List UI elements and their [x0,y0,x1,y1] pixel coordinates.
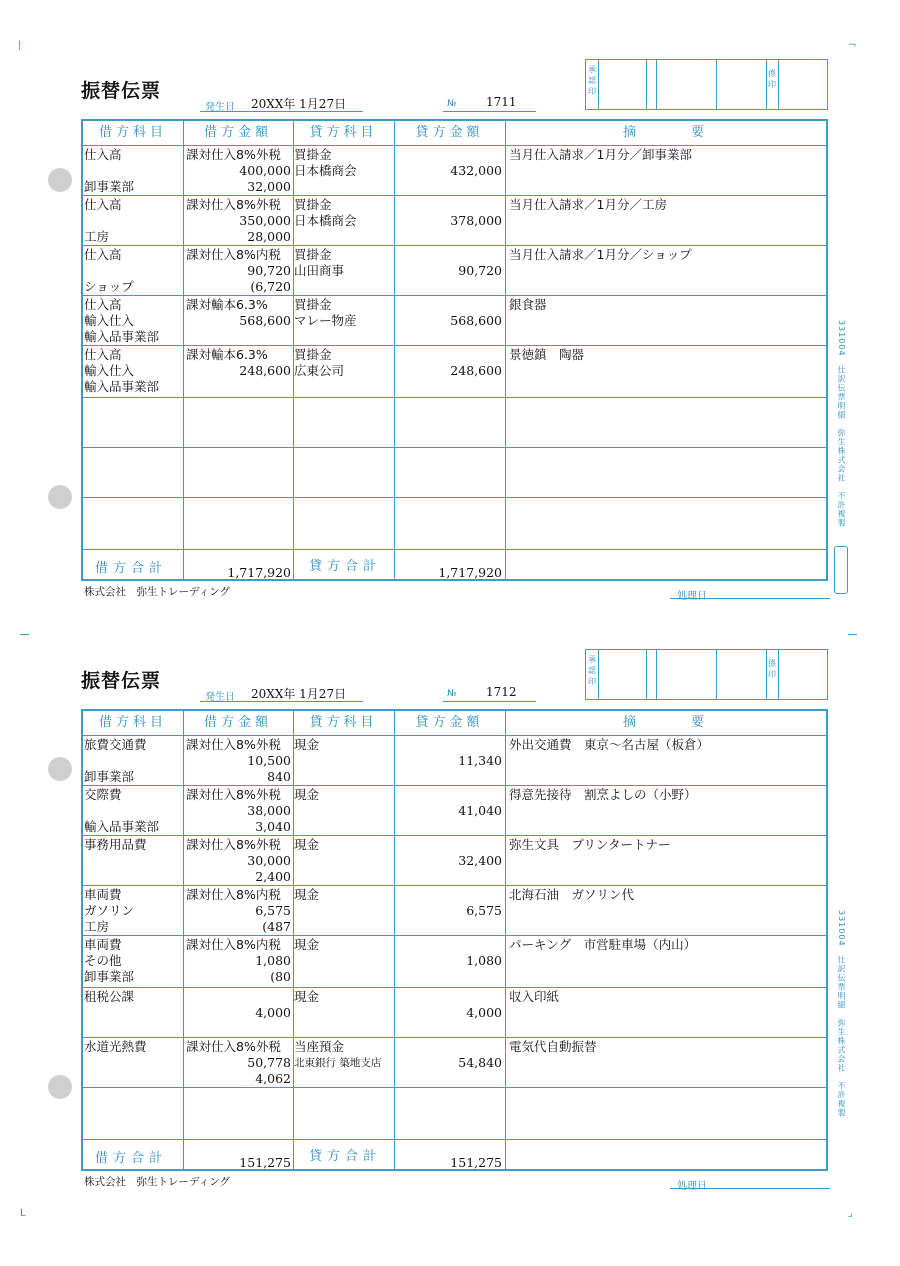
header-debit-account: 借方科目 [98,715,167,730]
voucher-title: 振替伝票 [81,670,162,692]
debit-amount: 4,000 [255,1005,291,1020]
credit-total-label: 貸方合計 [309,1149,382,1164]
journal-table [81,119,828,581]
debit-total-label: 借方合計 [95,561,168,576]
credit-account: 買掛金 [294,247,332,262]
corner-mark: ¬ [848,40,857,51]
date-underline [200,111,363,112]
side-product-text: 331004 仕訳伝票明細 弥生株式会社 不許複製 [837,320,846,528]
number-label: № [447,689,457,699]
journal-table [81,709,828,1171]
header-memo: 摘 要 [622,715,708,730]
debit-subaccount: 輸入仕入 [84,363,135,378]
header-credit-amount: 貸方金額 [415,715,484,730]
header-memo: 摘 要 [622,125,708,140]
debit-subaccount: ガソリン [84,903,135,918]
punch-hole [48,168,72,192]
debit-tax: (487 [262,919,291,934]
debit-total: 1,717,920 [227,565,291,580]
debit-amount: 38,000 [247,803,291,818]
debit-amount: 10,500 [247,753,291,768]
debit-account: 水道光熱費 [84,1039,147,1054]
credit-amount: 11,340 [458,753,502,768]
date-underline [200,701,363,702]
voucher-number: 1712 [486,685,517,699]
debit-tax: 2,400 [255,869,291,884]
approval-divider [778,60,779,109]
debit-tax-class: 課対仕入8%外税 [186,147,281,162]
memo: 外出交通費 東京～名古屋（板倉） [509,737,710,752]
credit-account: 現金 [294,837,320,852]
approval-divider [716,650,717,699]
debit-tax-class: 課対仕入8%内税 [186,937,281,952]
approval-divider [598,650,599,699]
debit-tax: 3,040 [255,819,291,834]
memo: 電気代自動振替 [509,1039,597,1054]
memo: 銀食器 [509,297,547,312]
staff-label: 係印 [768,69,776,89]
processed-date-underline [670,598,830,599]
processed-date-label: 処理日 [677,591,707,602]
approval-divider [656,650,657,699]
credit-subaccount: 北東銀行 築地支店 [294,1057,382,1069]
memo: 収入印紙 [509,989,560,1004]
debit-tax-class: 課対仕入8%内税 [186,247,281,262]
debit-amount: 350,000 [239,213,291,228]
debit-amount: 568,600 [239,313,291,328]
header-debit-amount: 借方金額 [203,715,272,730]
date-label: 発生日 [205,102,235,113]
cut-mark [848,634,857,635]
credit-total: 1,717,920 [438,565,502,580]
credit-amount: 1,080 [466,953,502,968]
approval-divider [716,60,717,109]
debit-department: 卸事業部 [84,969,135,984]
debit-department: 輸入品事業部 [84,329,160,344]
credit-account: 買掛金 [294,197,332,212]
approval-divider [656,60,657,109]
memo: パーキング 市営駐車場（内山） [509,937,697,952]
credit-subaccount: 日本橋商会 [294,163,357,178]
debit-account: 車両費 [84,887,122,902]
debit-account: 租税公課 [84,989,135,1004]
debit-amount: 400,000 [239,163,291,178]
debit-tax: 28,000 [247,229,291,244]
debit-account: 旅費交通費 [84,737,147,752]
credit-account: 現金 [294,887,320,902]
punch-hole [48,1075,72,1099]
credit-account: 買掛金 [294,347,332,362]
debit-tax-class: 課対輸本6.3% [186,297,268,312]
credit-amount: 568,600 [450,313,502,328]
debit-amount: 6,575 [255,903,291,918]
corner-mark: | [18,40,22,51]
header-credit-account: 貸方科目 [309,715,378,730]
company-name: 株式会社 弥生トレーディング [84,1176,230,1188]
debit-amount: 50,778 [247,1055,291,1070]
credit-account: 現金 [294,989,320,1004]
approval-stamp-box [585,59,828,110]
credit-amount: 432,000 [450,163,502,178]
corner-mark: ⌟ [848,1208,853,1219]
credit-account: 現金 [294,737,320,752]
credit-amount: 90,720 [458,263,502,278]
debit-department: 工房 [84,919,110,934]
debit-amount: 1,080 [255,953,291,968]
debit-tax: 4,062 [255,1071,291,1086]
debit-tax: (80 [270,969,291,984]
memo: 当月仕入請求／1月分／ショップ [509,247,692,262]
memo: 得意先接待 割烹よしの（小野） [509,787,697,802]
punch-hole [48,757,72,781]
credit-subaccount: 広東公司 [294,363,345,378]
debit-total: 151,275 [239,1155,291,1170]
debit-tax-class: 課対仕入8%内税 [186,887,281,902]
debit-tax: (6,720 [250,279,291,294]
approval-divider [646,60,647,109]
debit-department: 輸入品事業部 [84,819,160,834]
credit-account: 買掛金 [294,297,332,312]
memo: 北海石油 ガソリン代 [509,887,635,902]
number-underline [443,111,536,112]
debit-tax-class: 課対仕入8%外税 [186,837,281,852]
debit-account: 仕入高 [84,297,122,312]
header-debit-account: 借方科目 [98,125,167,140]
credit-amount: 41,040 [458,803,502,818]
processed-date-underline [670,1188,830,1189]
debit-account: 事務用品費 [84,837,147,852]
number-label: № [447,99,457,109]
company-name: 株式会社 弥生トレーディング [84,586,230,598]
debit-account: 交際費 [84,787,122,802]
debit-tax-class: 課対仕入8%外税 [186,1039,281,1054]
approval-divider [598,60,599,109]
credit-amount: 248,600 [450,363,502,378]
credit-subaccount: マレー物産 [294,313,357,328]
debit-total-label: 借方合計 [95,1151,168,1166]
corner-mark: L [20,1208,26,1219]
credit-amount: 6,575 [466,903,502,918]
debit-department: 輸入品事業部 [84,379,160,394]
number-underline [443,701,536,702]
credit-amount: 378,000 [450,213,502,228]
header-credit-amount: 貸方金額 [415,125,484,140]
approval-divider [778,650,779,699]
debit-department: 卸事業部 [84,179,135,194]
processed-date-label: 処理日 [677,1181,707,1192]
debit-subaccount: 輸入仕入 [84,313,135,328]
memo: 当月仕入請求／1月分／工房 [509,197,667,212]
debit-account: 仕入高 [84,247,122,262]
side-product-text: 331004 仕訳伝票明細 弥生株式会社 不許複製 [837,910,846,1118]
memo: 弥生文具 プリンタートナー [509,837,671,852]
debit-amount: 90,720 [247,263,291,278]
credit-account: 当座預金 [294,1039,345,1054]
voucher-number: 1711 [486,95,517,109]
debit-subaccount: その他 [84,953,122,968]
header-credit-account: 貸方科目 [309,125,378,140]
cut-mark [20,634,29,635]
approval-stamp-box [585,649,828,700]
debit-department: ショップ [84,279,134,294]
approval-divider [646,650,647,699]
approval-label: 承認印 [588,655,596,686]
date-label: 発生日 [205,692,235,703]
debit-tax-class: 課対輸本6.3% [186,347,268,362]
credit-account: 現金 [294,787,320,802]
credit-account: 現金 [294,937,320,952]
debit-tax-class: 課対仕入8%外税 [186,787,281,802]
credit-subaccount: 日本橋商会 [294,213,357,228]
credit-account: 買掛金 [294,147,332,162]
credit-total-label: 貸方合計 [309,559,382,574]
debit-amount: 30,000 [247,853,291,868]
date-value: 20XX年 1月27日 [251,97,347,111]
debit-account: 仕入高 [84,197,122,212]
debit-amount: 248,600 [239,363,291,378]
debit-account: 車両費 [84,937,122,952]
debit-department: 卸事業部 [84,769,135,784]
credit-amount: 32,400 [458,853,502,868]
voucher-title: 振替伝票 [81,80,162,102]
debit-tax: 840 [267,769,291,784]
punch-hole [48,485,72,509]
staff-label: 係印 [768,659,776,679]
header-debit-amount: 借方金額 [203,125,272,140]
approval-label: 承認印 [588,65,596,96]
credit-amount: 4,000 [466,1005,502,1020]
credit-amount: 54,840 [458,1055,502,1070]
credit-subaccount: 山田商事 [294,263,345,278]
debit-account: 仕入高 [84,347,122,362]
memo: 景徳鎮 陶器 [509,347,585,362]
manufacturer-logo [834,546,848,594]
credit-total: 151,275 [450,1155,502,1170]
debit-tax-class: 課対仕入8%外税 [186,197,281,212]
debit-department: 工房 [84,229,110,244]
debit-tax: 32,000 [247,179,291,194]
memo: 当月仕入請求／1月分／卸事業部 [509,147,692,162]
date-value: 20XX年 1月27日 [251,687,347,701]
debit-tax-class: 課対仕入8%外税 [186,737,281,752]
debit-account: 仕入高 [84,147,122,162]
